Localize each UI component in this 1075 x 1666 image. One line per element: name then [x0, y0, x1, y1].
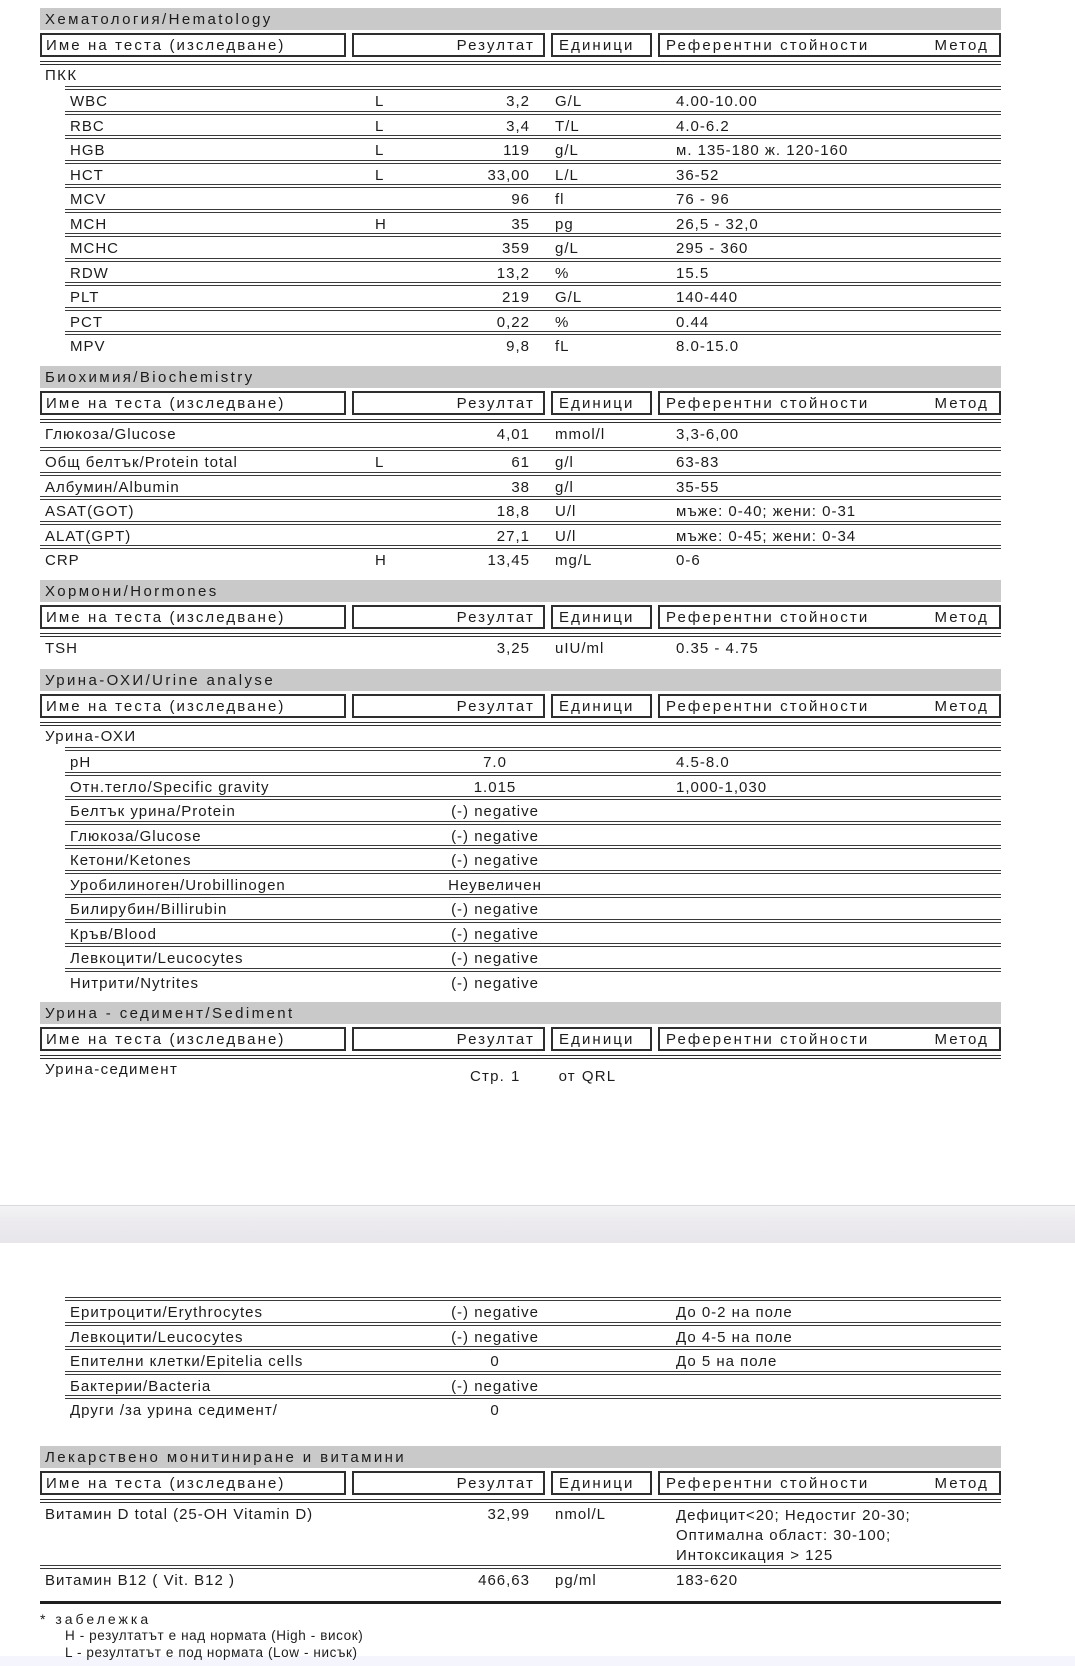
- test-name: Епителни клетки/Epitelia cells: [70, 1353, 304, 1370]
- reference-value: 26,5 - 32,0: [676, 215, 759, 233]
- test-name: TSH: [45, 639, 78, 657]
- result-flag: H: [375, 552, 387, 569]
- result-value: 4,01: [496, 425, 530, 443]
- column-header-result: Резултат: [352, 33, 545, 57]
- reference-value: 4.5-8.0: [676, 754, 730, 771]
- result-value: 0: [490, 1402, 500, 1419]
- section-hematology: [40, 8, 1001, 356]
- result-value: 96: [511, 191, 530, 208]
- test-name: PLT: [70, 289, 100, 306]
- result-flag: H: [375, 215, 387, 233]
- column-header-method: Метод: [934, 1031, 989, 1048]
- test-name: Бактерии/Bacteria: [70, 1377, 212, 1395]
- units-value: pg/ml: [555, 1571, 597, 1589]
- result-value: 466,63: [478, 1571, 530, 1589]
- reference-value: 1,000-1,030: [676, 778, 768, 796]
- section-urine: [40, 669, 1001, 992]
- column-header-reference-box: [658, 605, 1001, 629]
- test-name: Левкоцити/Leucocytes: [70, 950, 244, 967]
- test-row: [65, 282, 1001, 307]
- section-title: Лекарствено монитиниране и витамини: [40, 1446, 1001, 1468]
- test-row: [40, 545, 1001, 570]
- test-row: [65, 233, 1001, 258]
- column-header-method: Метод: [934, 37, 989, 54]
- result-value: (-) negative: [451, 1377, 539, 1395]
- footnote-title: * забележка: [40, 1611, 152, 1627]
- test-name: Белтък урина/Protein: [70, 803, 236, 820]
- reference-value: 4.00-10.00: [676, 93, 758, 110]
- units-value: T/L: [555, 117, 580, 135]
- of-label: от: [558, 1068, 576, 1085]
- test-name: Левкоцити/Leucocytes: [70, 1328, 244, 1346]
- test-row: [65, 943, 1001, 968]
- test-name: Билирубин/Billirubin: [70, 901, 228, 918]
- test-row: [65, 1371, 1001, 1396]
- subgroup-label: Урина-седимент: [45, 1061, 179, 1078]
- section-sediment-continued: [40, 1297, 1001, 1420]
- column-header-reference: Референтни стойности: [666, 608, 870, 626]
- column-header-method: Метод: [934, 1474, 989, 1492]
- column-header-name: Име на теста (изследване): [40, 1027, 346, 1051]
- result-value: 61: [511, 454, 530, 471]
- column-header-result: Резултат: [352, 694, 545, 718]
- result-value: (-) negative: [451, 852, 539, 869]
- test-row: [65, 86, 1001, 111]
- reference-value: мъже: 0-40; жени: 0-31: [676, 503, 857, 520]
- reference-value: До 0-2 на поле: [676, 1304, 793, 1321]
- column-header-units: Единици: [551, 605, 652, 629]
- result-value: 219: [501, 289, 530, 306]
- test-row: [40, 1503, 1001, 1565]
- test-row: [65, 772, 1001, 797]
- test-name: Кръв/Blood: [70, 925, 157, 943]
- result-value: 38: [511, 478, 530, 496]
- section-title: Урина - седимент/Sediment: [40, 1002, 1001, 1024]
- result-value: 13,2: [496, 264, 530, 282]
- test-row: [40, 496, 1001, 521]
- result-value: (-) negative: [451, 1304, 539, 1321]
- page-2-content: [40, 1297, 1001, 1589]
- test-name: RDW: [70, 264, 109, 282]
- result-value: (-) negative: [451, 1328, 539, 1346]
- reference-value: 63-83: [676, 454, 720, 471]
- column-header-row: [40, 694, 1001, 720]
- result-value: 359: [501, 240, 530, 257]
- result-flag: L: [375, 117, 385, 135]
- column-header-row: [40, 33, 1001, 59]
- test-name: PCT: [70, 313, 103, 331]
- test-row: [40, 637, 1001, 662]
- result-value: 35: [511, 215, 530, 233]
- column-header-name: Име на теста (изследване): [40, 33, 346, 57]
- units-value: mmol/l: [555, 425, 606, 443]
- column-header-row: [40, 1471, 1001, 1497]
- test-name: Глюкоза/Glucose: [45, 425, 177, 443]
- result-flag: L: [375, 93, 385, 110]
- reference-value: м. 135-180 ж. 120-160: [676, 142, 849, 159]
- result-value: 0,22: [496, 313, 530, 331]
- test-row: [65, 307, 1001, 332]
- units-value: fl: [555, 191, 565, 208]
- units-value: g/l: [555, 478, 574, 496]
- column-header-result: Резултат: [352, 391, 545, 415]
- reference-line: Интоксикация > 125: [676, 1546, 834, 1564]
- test-name: HGB: [70, 142, 106, 159]
- test-name: CRP: [45, 552, 80, 569]
- units-value: fL: [555, 338, 570, 355]
- test-name: Еритроцити/Erythrocytes: [70, 1304, 264, 1321]
- column-header-result: Резултат: [352, 1471, 545, 1495]
- result-value: 32,99: [487, 1505, 530, 1523]
- column-header-method: Метод: [934, 698, 989, 715]
- column-header-result: Резултат: [352, 605, 545, 629]
- result-value: (-) negative: [451, 901, 539, 918]
- subgroup-row: [40, 726, 1001, 747]
- result-value: 7.0: [483, 754, 507, 771]
- section-hormones: [40, 580, 1001, 662]
- column-header-reference: Референтни стойности: [666, 1031, 870, 1048]
- test-name: MCV: [70, 191, 107, 208]
- column-header-method: Метод: [934, 394, 989, 412]
- column-header-row: [40, 605, 1001, 631]
- reference-value: 4.0-6.2: [676, 117, 730, 135]
- units-value: g/l: [555, 454, 574, 471]
- column-header-reference-box: [658, 694, 1001, 718]
- result-value: 3,4: [506, 117, 530, 135]
- test-name: Витамин D total (25-OH Vitamin D): [45, 1505, 314, 1523]
- result-value: 119: [503, 142, 530, 159]
- reference-value: 0.44: [676, 313, 710, 331]
- test-name: MCHC: [70, 240, 119, 257]
- subgroup-label: Урина-ОХИ: [45, 728, 137, 745]
- test-row: [65, 1322, 1001, 1347]
- test-row: [65, 1297, 1001, 1322]
- column-header-method: Метод: [934, 608, 989, 626]
- column-header-name: Име на теста (изследване): [40, 694, 346, 718]
- result-value: 3,2: [506, 93, 530, 110]
- units-value: G/L: [555, 93, 583, 110]
- reference-line: Дефицит<20; Недостиг 20-30;: [676, 1506, 911, 1524]
- test-row: [65, 331, 1001, 356]
- test-row: [65, 894, 1001, 919]
- result-value: 9,8: [506, 338, 530, 355]
- result-value: (-) negative: [451, 925, 539, 943]
- column-header-units: Единици: [551, 1471, 652, 1495]
- reference-value: До 4-5 на поле: [676, 1328, 793, 1346]
- column-header-reference-box: [658, 1027, 1001, 1051]
- reference-value: 3,3-6,00: [676, 425, 740, 443]
- column-header-reference-box: [658, 391, 1001, 415]
- page-2: [0, 1243, 1075, 1660]
- test-row: [65, 968, 1001, 993]
- result-value: 1.015: [473, 778, 517, 796]
- column-header-row: [40, 391, 1001, 417]
- units-value: G/L: [555, 289, 583, 306]
- column-header-reference: Референтни стойности: [666, 698, 870, 715]
- result-value: (-) negative: [451, 803, 539, 820]
- doc-code: QRL: [581, 1068, 617, 1085]
- test-row: [65, 209, 1001, 234]
- units-value: L/L: [555, 166, 579, 184]
- column-header-name: Име на теста (изследване): [40, 605, 346, 629]
- result-value: 3,25: [496, 639, 530, 657]
- test-name: ALAT(GPT): [45, 527, 132, 545]
- column-header-reference: Референтни стойности: [666, 37, 870, 54]
- page-label: Стр.: [470, 1068, 506, 1085]
- test-name: MPV: [70, 338, 106, 355]
- column-header-row: [40, 1027, 1001, 1053]
- test-row: [65, 747, 1001, 772]
- column-header-reference-box: [658, 1471, 1001, 1495]
- reference-value: 0.35 - 4.75: [676, 639, 759, 657]
- subgroup-label: ПКК: [45, 67, 78, 84]
- units-value: g/L: [555, 240, 579, 257]
- column-header-reference: Референтни стойности: [666, 1474, 870, 1492]
- result-value: (-) negative: [451, 974, 539, 992]
- test-row: [40, 472, 1001, 497]
- units-value: %: [555, 264, 570, 282]
- column-header-name: Име на теста (изследване): [40, 391, 346, 415]
- result-value: 0: [490, 1353, 500, 1370]
- result-flag: L: [375, 142, 385, 159]
- units-value: U/l: [555, 503, 577, 520]
- reference-value: До 5 на поле: [676, 1353, 778, 1370]
- reference-value: 295 - 360: [676, 240, 749, 257]
- footnote: [40, 1601, 1001, 1661]
- result-value: (-) negative: [451, 827, 539, 845]
- test-row: [65, 845, 1001, 870]
- units-value: uIU/ml: [555, 639, 605, 657]
- result-value: (-) negative: [451, 950, 539, 967]
- reference-line: Оптимална област: 30-100;: [676, 1526, 892, 1544]
- result-value: 27,1: [496, 527, 530, 545]
- column-header-reference: Референтни стойности: [666, 394, 870, 412]
- test-name: RBC: [70, 117, 105, 135]
- page-number: 1: [511, 1068, 521, 1085]
- test-row: [65, 1346, 1001, 1371]
- units-value: %: [555, 313, 570, 331]
- test-row: [65, 919, 1001, 944]
- test-row: [65, 821, 1001, 846]
- test-name: ASAT(GOT): [45, 503, 135, 520]
- footnote-line-high: H - резултатът е над нормата (High - висок): [65, 1628, 364, 1643]
- test-name: Витамин B12 ( Vit. B12 ): [45, 1571, 236, 1589]
- units-value: pg: [555, 215, 574, 233]
- test-name: pH: [70, 754, 92, 771]
- result-value: 18,8: [496, 503, 530, 520]
- reference-value: 15.5: [676, 264, 710, 282]
- test-name: HCT: [70, 166, 104, 184]
- test-row: [65, 796, 1001, 821]
- reference-value: 140-440: [676, 289, 739, 306]
- test-name: Уробилиноген/Urobillinogen: [70, 876, 286, 894]
- test-row: [65, 160, 1001, 185]
- test-name: Кетони/Ketones: [70, 852, 192, 869]
- column-header-units: Единици: [551, 33, 652, 57]
- test-row: [65, 1395, 1001, 1420]
- subgroup-row: [40, 65, 1001, 86]
- test-row: [40, 521, 1001, 546]
- test-name: WBC: [70, 93, 108, 110]
- reference-value: [676, 1506, 911, 1566]
- page-separator: [0, 1205, 1075, 1243]
- result-value: 33,00: [487, 166, 530, 184]
- units-value: U/l: [555, 527, 577, 545]
- test-row: [65, 258, 1001, 283]
- section-biochemistry: [40, 366, 1001, 570]
- test-name: Други /за урина седимент/: [70, 1402, 278, 1419]
- units-value: nmol/L: [555, 1505, 607, 1523]
- page-1-content: [40, 8, 1001, 1080]
- reference-value: 76 - 96: [676, 191, 730, 208]
- column-header-units: Единици: [551, 694, 652, 718]
- reference-value: 35-55: [676, 478, 720, 496]
- test-name: Нитрити/Nytrites: [70, 974, 200, 992]
- page-footer: [470, 1068, 622, 1085]
- units-value: g/L: [555, 142, 579, 159]
- reference-value: мъже: 0-45; жени: 0-34: [676, 527, 857, 545]
- result-value: Неувеличен: [448, 876, 542, 894]
- section-title: Хематология/Hematology: [40, 8, 1001, 30]
- test-name: MCH: [70, 215, 108, 233]
- column-header-name: Име на теста (изследване): [40, 1471, 346, 1495]
- reference-value: 183-620: [676, 1571, 739, 1589]
- test-row: [40, 1565, 1001, 1590]
- section-title: Хормони/Hormones: [40, 580, 1001, 602]
- test-row: [65, 135, 1001, 160]
- test-name: Албумин/Albumin: [45, 478, 180, 496]
- reference-value: 0-6: [676, 552, 701, 569]
- result-flag: L: [375, 454, 385, 471]
- result-value: 13,45: [487, 552, 530, 569]
- test-row: [65, 111, 1001, 136]
- test-row: [65, 184, 1001, 209]
- test-row: [65, 870, 1001, 895]
- reference-value: 8.0-15.0: [676, 338, 740, 355]
- result-flag: L: [375, 166, 385, 184]
- test-name: Глюкоза/Glucose: [70, 827, 202, 845]
- test-name: Общ белтък/Protein total: [45, 454, 238, 471]
- column-header-units: Единици: [551, 1027, 652, 1051]
- test-name: Отн.тегло/Specific gravity: [70, 778, 270, 796]
- column-header-units: Единици: [551, 391, 652, 415]
- test-row: [40, 423, 1001, 448]
- column-header-result: Резултат: [352, 1027, 545, 1051]
- test-row: [40, 447, 1001, 472]
- section-vitamins: [40, 1446, 1001, 1590]
- column-header-reference-box: [658, 33, 1001, 57]
- footnote-line-low: L - резултатът е под нормата (Low - нисък): [65, 1645, 358, 1660]
- units-value: mg/L: [555, 552, 593, 569]
- reference-value: 36-52: [676, 166, 720, 184]
- section-title: Урина-ОХИ/Urine analyse: [40, 669, 1001, 691]
- section-title: Биохимия/Biochemistry: [40, 366, 1001, 388]
